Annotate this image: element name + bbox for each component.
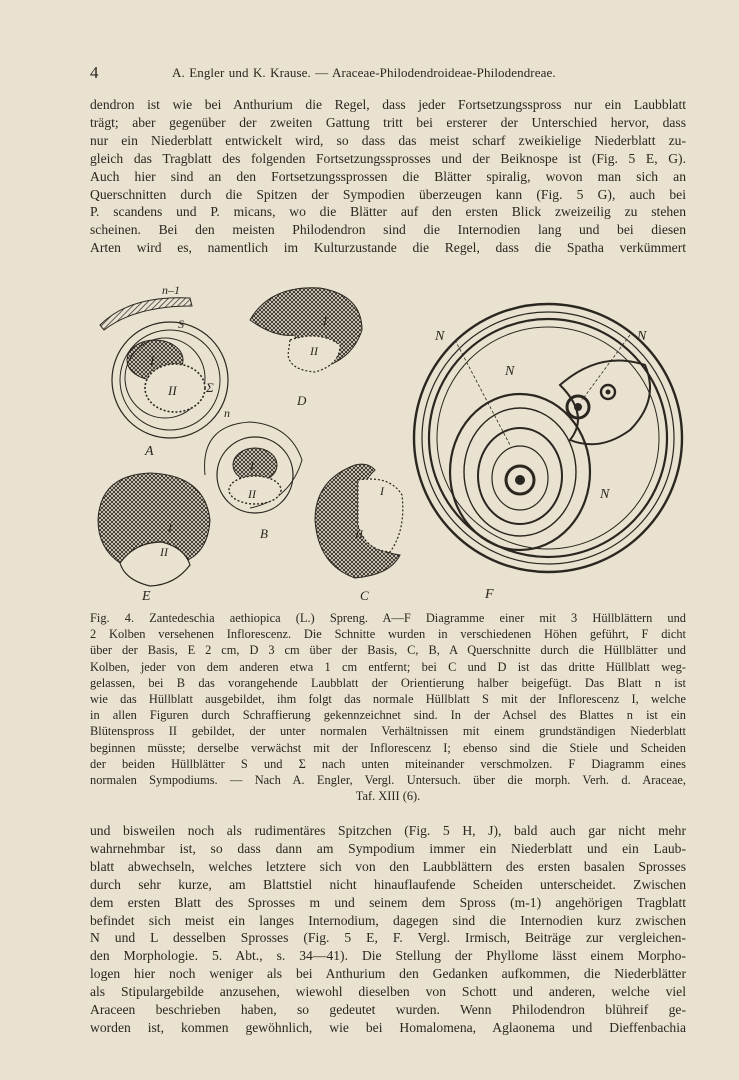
page-number: 4: [90, 63, 99, 82]
label-n-a: n: [224, 406, 230, 420]
label-n-minus-1: n–1: [162, 283, 180, 297]
diagram-b: [205, 422, 302, 541]
label-n-f-2: N: [637, 329, 647, 344]
page-header: [90, 63, 690, 85]
text-line: trägt; aber gegenüber der zweiten Gattung tritt bei ersterer der Unterschied hervor, dass: [90, 114, 686, 130]
text-line: Arten wird es, namentlich im Kulturzustande die Regel, dass die Spatha verkümmert: [90, 240, 686, 256]
label-i-b: I: [250, 459, 254, 473]
label-a: A: [145, 444, 154, 459]
paragraph-bottom: [90, 822, 686, 1037]
caption-line: gelassen, bei B das vorangehende Laubblatt der Orientierung halber beigefügt. Das Blatt n ist: [90, 675, 686, 690]
text-line: Araceen beschrieben haben, so gedeutet wurden. Wenn Philodendron blühreif ge-: [90, 1002, 686, 1018]
label-n-f-4: N: [600, 487, 610, 502]
caption-line: normalen Sympodiums. — Nach A. Engler, Vergl. Untersuch. über die morph. Verh. d. Araceae,: [90, 773, 686, 788]
running-title: A. Engler und K. Krause. — Araceae-Philodendroideae-Philodendreae.: [172, 65, 556, 80]
label-f: F: [485, 587, 494, 602]
text-line: Querschnitten durch die Spitzen der Sympodien überzeugen kann (Fig. 5 G), auch bei: [90, 186, 686, 202]
label-i-c: I: [380, 484, 384, 498]
label-ii-a: II: [168, 383, 177, 398]
text-line: als Stipulargebilde anzusehen, wiewohl dieselben von Schott und anderen, welche viel: [90, 984, 686, 1000]
caption-line: über der Basis, E 2 cm, D 3 cm über der Basis, C, B, A Querschnitte durch die Hüllblätter und: [90, 643, 686, 658]
text-line: wahrnehmbar ist, so dass dann am Sympodium immer ein Niederblatt und ein Laub-: [90, 840, 686, 856]
label-sigma-a: Σ: [206, 380, 214, 395]
label-ii-c: II: [355, 527, 363, 541]
text-line: logen hier noch weniger als bei Anthurium den Gedanken aufkommen, die Niederblätter: [90, 966, 686, 982]
label-e: E: [142, 589, 151, 602]
label-b: B: [260, 526, 268, 541]
label-ii-d: II: [310, 344, 318, 358]
text-line: dem ersten Blatt des Sprosses m und seinem dem Spross (m-1) angehörigen Tragblatt: [90, 894, 686, 910]
text-line: den Morphologie. 5. Abt., s. 34—41). Die Stellung der Phyllome lässt einem Morpho-: [90, 948, 686, 964]
diagram-d: [250, 288, 362, 408]
caption-line: beginnen müsste; derselbe verwächst mit der Inflorescenz I; ebenso sind die Stiele und Scheiden: [90, 740, 686, 755]
text-line: blatt abwechseln, welches letztere sich von den Laubblättern des ersten basalen Sprosses: [90, 858, 686, 874]
caption-line: Blütenspross II gebildet, der unter normalen Verhältnissen mit einem grundständigen Niederblatt: [90, 724, 686, 739]
label-n-f-1: N: [435, 329, 445, 344]
text-line: befindet sich meist ein langes Internodium, dagegen sind die Internodien kurz zwischen: [90, 912, 686, 928]
label-c: C: [360, 588, 369, 602]
text-line: durch sehr kurze, am Blattstiel nicht hinauflaufende Scheiden unterscheidet. Zwischen: [90, 876, 686, 892]
label-ii-b: II: [248, 487, 256, 501]
label-i-a: I: [150, 353, 155, 368]
label-i-d: I: [323, 314, 327, 328]
text-line: und bisweilen noch als rudimentäres Spitzchen (Fig. 5 H, J), bald auch gar nicht mehr: [90, 823, 686, 838]
diagram-c: [315, 464, 403, 602]
caption-line: Kolben, jeder von dem anderen etwa 1 cm entfernt; bei C und D ist das dritte Hüllblatt weg-: [90, 659, 686, 674]
caption-line: wie das Hüllblatt ausgebildet, ihm folgt das normale Hüllblatt S mit der Inflorescenz I, welche: [90, 692, 686, 707]
caption-line: der beiden Hüllblätter S und Σ nach unten miteinander verschmolzen. F Diagramm eines: [90, 756, 686, 771]
text-line: dendron ist wie bei Anthurium die Regel, dass jeder Fortsetzungsspross nur ein Laubblatt: [90, 97, 686, 112]
text-line: Auch hier sind an den Fortsetzungssprossen die Blätter spiralig, wovon man sich an: [90, 168, 686, 184]
text-line: N und L desselben Sprosses (Fig. 5 E, F. Vergl. Irmisch, Beiträge zur vergleichen-: [90, 930, 686, 946]
diagram-e: [98, 473, 210, 602]
label-i-e: I: [168, 521, 172, 535]
caption-line: in allen Figuren durch Schraffierung gekennzeichnet sind. In der Achsel des Blattes n ist ein: [90, 708, 686, 723]
caption-line: Taf. XIII (6).: [355, 789, 421, 804]
caption-line: Fig. 4. Zantedeschia aethiopica (L.) Spreng. A—F Diagramme einer mit 3 Hüllblättern und: [90, 611, 686, 625]
diagram-a: [100, 283, 230, 459]
caption-line: 2 Kolben versehenen Inflorescenz. Die Schnitte wurden in verschiedenen Höhen geführt, F dicht: [90, 627, 686, 642]
label-s-a: S: [178, 317, 184, 331]
text-line: scheinen. Bei den meisten Philodendron sind die Internodien lang und bei diesen: [90, 222, 686, 238]
figure-caption: [90, 610, 686, 804]
text-line: gleich das Tragblatt des folgenden Fortsetzungssprosses und der Beiknospe ist (Fig. 5 E, G).: [90, 150, 686, 166]
figure-diagrams: [90, 280, 690, 602]
paragraph-top: [90, 96, 686, 257]
diagram-f: [414, 304, 682, 602]
label-ii-e: II: [160, 545, 168, 559]
label-d: D: [297, 393, 307, 408]
text-line: P. scandens und P. micans, wo die Blätter auf den ersten Blick zweizeilig zu stehen: [90, 204, 686, 220]
text-line: nur ein Niederblatt entwickelt wird, so dass das meist scharf zweikielige Niederblatt zu-: [90, 132, 686, 148]
text-line: worden ist, kommen gewöhnlich, wie bei Homalomena, Aglaonema und Dieffenbachia: [90, 1019, 686, 1035]
label-n-f-3: N: [505, 364, 515, 379]
